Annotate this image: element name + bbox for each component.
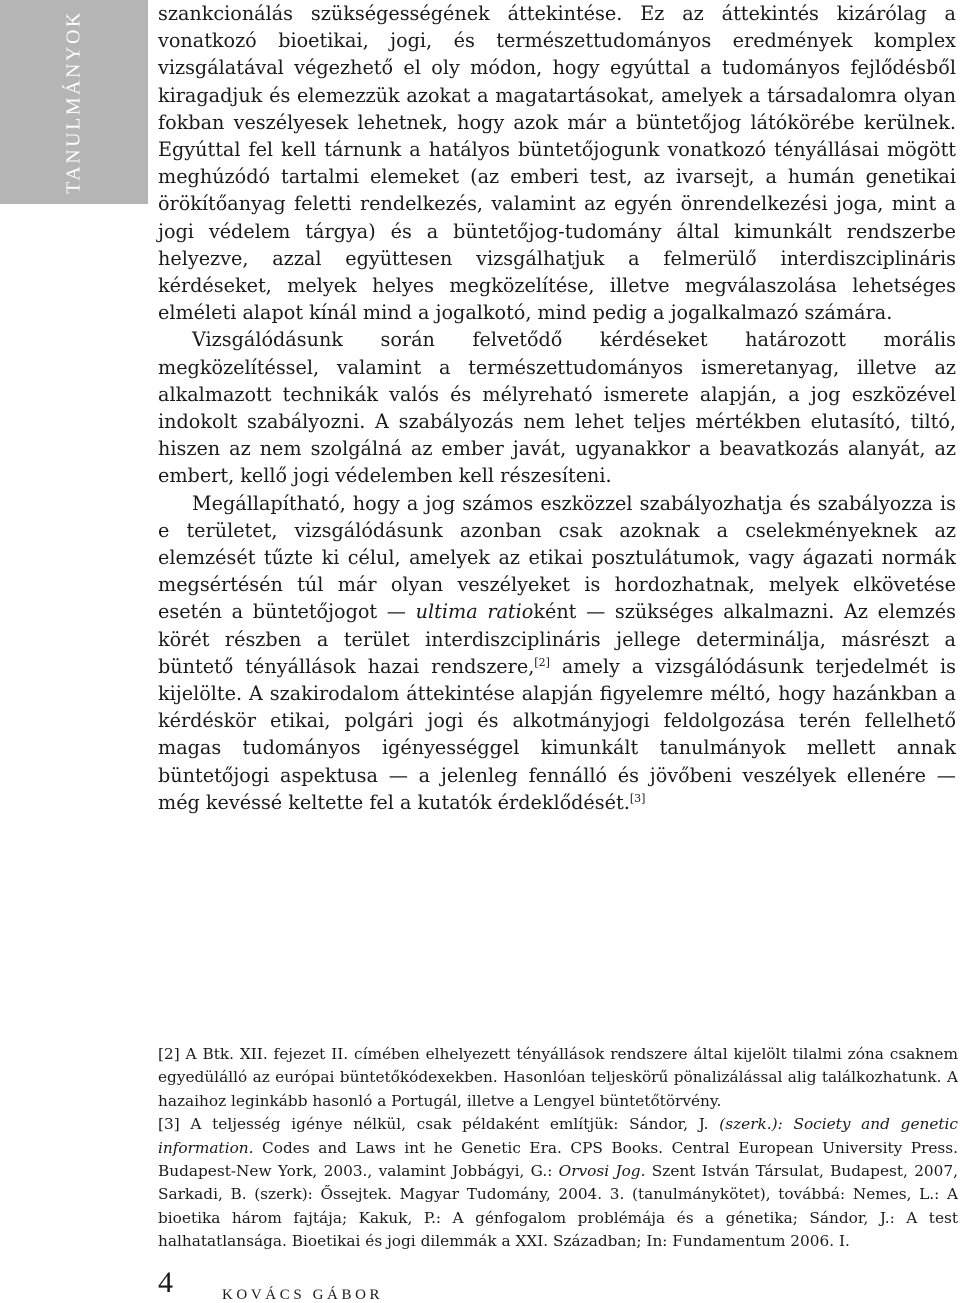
footnote-3-text-3: Szent István Társulat, Budapest, 2007, Sarkadi, B. (szerk): Őssejtek. Magyar Tudomány, 2004. 3. (tanulmánykötet), továbbá: Nemes, L.: A bioetika három fajtája; Kakuk, P.: A génfogalom problémája és a génetika; Sándor, J.: A test halhatatlansága. Bioetikai és jogi dilemmák a XXI. Században; In: Fundamentum 2006. I.: [158, 1162, 958, 1251]
footnote-ref-3[interactable]: [3]: [629, 791, 646, 805]
section-tab-label: TANULMÁNYOK: [62, 10, 85, 194]
footnote-3-italic-1: (szerk.): Society and genetic information.: [158, 1115, 959, 1157]
footnote-3: [158, 1113, 958, 1253]
footnote-3-text-1: [3] A teljesség igénye nélkül, csak példaként említjük: Sándor, J.: [158, 1115, 720, 1134]
paragraph-1: szankcionálás szükségességének áttekintése. Ez az áttekintés kizárólag a vonatkozó bioetikai, jogi, és természettudományos eredmények komplex vizsgálatával végezhető el oly módon, hogy egyúttal a tudományos fejlődésből kiragadjuk és elemezzük azokat a magatartásokat, amelyek a társadalomra olyan fokban veszélyesek lehetnek, hogy azok már a büntetőjog látókörébe kerülnek. Egyúttal fel kell tárnunk a hatályos büntetőjogunk vonatkozó tényállásai mögött meghúzódó tartalmi elemeket (az emberi test, az ivarsejt, a humán genetikai örökítőanyag feletti rendelkezés, valamint az egyén önrendelkezési joga, mint a jogi védelem tárgya) és a büntetőjog-tudomány által kimunkált rendszerbe helyezve, azzal együttesen vizsgálhatjuk a felmerülő interdiszciplináris kérdéseket, melyek helyes megközelítése, illetve megválaszolása lehetséges elméleti alapot kínál mind a jogalkotó, mind pedig a jogalkalmazó számára.: [158, 2, 956, 325]
footnote-3-italic-2: Orvosi Jog.: [558, 1162, 646, 1181]
section-tab: [0, 0, 148, 204]
footnote-3-text-2: Codes and Laws int he Genetic Era. CPS Books. Central European University Press. Budapest-New York, 2003., valamint Jobbágyi, G.:: [158, 1138, 958, 1181]
footnote-ref-2[interactable]: [2]: [534, 655, 550, 669]
paragraph-3-italic-ultima-ratio: ultima ratio: [415, 600, 534, 624]
paragraph-3-text-3: amely a vizsgálódásunk terjedelmét is kijelölte. A szakirodalom áttekintése alapján figyelemre méltó, hogy hazánkban a kérdéskör etikai, polgári jogi és alkotmányjogi feldolgozása terén fellelhető magas tudományos igényességgel kimunkált tanulmányok mellett annak büntetőjogi aspektusa — a jelenleg fennálló és jövőbeni veszélyek ellenére — még kevéssé keltette fel a kutatók érdeklődését.: [158, 654, 956, 814]
paragraph-3-text-1: Megállapítható, hogy a jog számos eszközzel szabályozhatja és szabályozza is e területet, vizsgálódásunk azonban csak azoknak a cselekményeknek az elemzését tűzte ki célul, amelyek az etikai posztulátumok, vagy ágazati normák megsértésén túl már olyan veszélyeket is hordozhatnak, melyek elkövetése esetén a büntetőjogot —: [158, 491, 956, 624]
body-text: [158, 0, 956, 816]
paragraph-2: Vizsgálódásunk során felvetődő kérdéseket határozott morális megközelítéssel, valamint a természettudományos ismeretanyag, illetve az alkalmazott technikák valós és mélyreható ismerete alapján, a jog eszközével indokolt szabályozni. A szabályozás nem lehet teljes mértékben elutasító, tiltó, hiszen az nem szolgálná az ember javát, ugyanakkor a beavatkozás alanyát, az embert, kellő jogi védelemben kell részesíteni.: [158, 328, 956, 488]
running-footer-author: KOVÁCS GÁBOR: [222, 1287, 384, 1303]
page-number: 4: [158, 1266, 173, 1299]
paragraph-3-text-2: ként — szükséges alkalmazni. Az elemzés körét részben a terület interdiszciplináris jellege determinálja, másrészt a büntető tényállások hazai rendszere,: [158, 600, 956, 678]
footnote-2: [2] A Btk. XII. fejezet II. címében elhelyezett tényállások rendszere által kijelölt tilalmi zóna csaknem egyedülálló az európai büntetőkódexekben. Hasonlóan teljeskörű pönalizálással alig találkozhatunk. A hazaihoz leginkább hasonló a Portugál, illetve a Lengyel büntetőtörvény.: [158, 1045, 958, 1110]
paragraph-3: [158, 490, 956, 816]
footnotes: [158, 1043, 958, 1254]
